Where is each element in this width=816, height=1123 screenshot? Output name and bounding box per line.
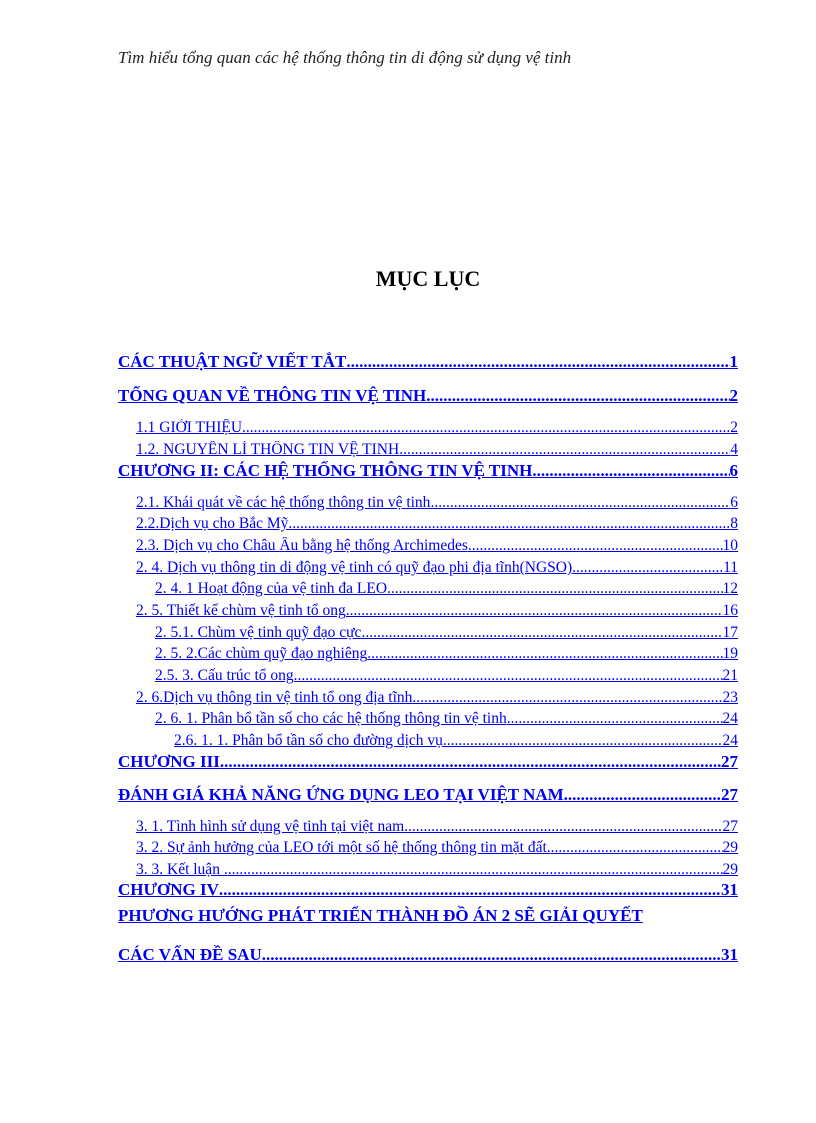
- toc-entry-2-5-3[interactable]: [155, 667, 738, 685]
- toc-entry-label: 2. 4. Dịch vụ thông tin di động vệ tinh có quỹ đạo phi địa tĩnh(NGSO): [136, 559, 573, 576]
- toc-entry-page: 6: [729, 461, 738, 480]
- toc-entry-development-direction-line1[interactable]: PHƯƠNG HƯỚNG PHÁT TRIỂN THÀNH ĐỒ ÁN 2 SẼ GIẢI QUYẾT: [118, 906, 643, 925]
- toc-entry-2-6-1-1[interactable]: [174, 732, 738, 750]
- toc-entry-page: 4: [730, 441, 738, 458]
- toc-entry-label: CHƯƠNG III: [118, 752, 220, 771]
- toc-entry-page: 17: [722, 624, 738, 641]
- toc-entry-label: 1.2. NGUYÊN LÍ THÔNG TIN VỆ TINH: [136, 441, 400, 458]
- toc-entry-page: 2: [729, 386, 738, 405]
- toc-entry-label: 2. 5. 2.Các chùm quỹ đạo nghiêng: [155, 645, 368, 662]
- toc-entry-label: 2.5. 3. Cấu trúc tổ ong: [155, 667, 294, 684]
- toc-entry-page: 1: [729, 352, 738, 371]
- toc-entry-page: 8: [730, 515, 738, 532]
- toc-entry-page: 23: [722, 689, 738, 706]
- toc-entry-2-6-1[interactable]: [155, 710, 738, 728]
- toc-entry-3-1[interactable]: [136, 818, 738, 836]
- toc-entry-overview[interactable]: [118, 386, 738, 406]
- toc-entry-page: 27: [721, 785, 738, 804]
- toc-entry-2-6[interactable]: [136, 689, 738, 707]
- toc-entry-label: 2.6. 1. 1. Phân bổ tần số cho đường dịch vụ: [174, 732, 443, 749]
- toc-entry-2-5-1[interactable]: [155, 624, 738, 642]
- toc-entry-2-5-2[interactable]: [155, 645, 738, 663]
- toc-entry-label: CHƯƠNG II: CÁC HỆ THỐNG THÔNG TIN VỆ TINH: [118, 461, 533, 480]
- toc-entry-chapter-2[interactable]: [118, 461, 738, 481]
- toc-entry-label: 1.1 GIỚI THIỆU: [136, 419, 243, 436]
- toc-entry-page: 16: [722, 602, 738, 619]
- toc-entry-label: 2. 4. 1 Hoạt động của vệ tinh đa LEO: [155, 580, 388, 597]
- toc-entry-3-3[interactable]: [136, 861, 738, 879]
- toc-entry-label: TỔNG QUAN VỀ THÔNG TIN VỆ TINH: [118, 386, 427, 405]
- toc-entry-2-3[interactable]: [136, 537, 738, 555]
- toc-entry-2-4[interactable]: [136, 559, 738, 577]
- toc-entry-label: ĐÁNH GIÁ KHẢ NĂNG ỨNG DỤNG LEO TẠI VIỆT NAM: [118, 785, 564, 804]
- toc-entry-page: 12: [722, 580, 738, 597]
- toc-entry-2-2[interactable]: [136, 515, 738, 533]
- toc-entry-chapter-3[interactable]: [118, 752, 738, 772]
- toc-entry-label: 2. 6. 1. Phân bổ tần số cho các hệ thống thông tin vệ tinh: [155, 710, 507, 727]
- toc-entry-label: 2.3. Dịch vụ cho Châu Âu bằng hệ thống Archimedes: [136, 537, 468, 554]
- toc-entry-page: 29: [722, 839, 738, 856]
- toc-entry-leo-evaluation[interactable]: [118, 785, 738, 805]
- toc-entry-1-2[interactable]: [136, 441, 738, 459]
- toc-entry-label: 3. 1. Tình hình sử dụng vệ tinh tại việt nam: [136, 818, 405, 835]
- page-title: MỤC LỤC: [375, 266, 481, 291]
- toc-entry-label: CHƯƠNG IV: [118, 880, 219, 899]
- toc-entry-2-5[interactable]: [136, 602, 738, 620]
- toc-entry-label: 2. 5. Thiết kế chùm vệ tinh tổ ong: [136, 602, 346, 619]
- toc-entry-1-1[interactable]: [136, 419, 738, 437]
- toc-entry-label: 3. 3. Kết luận .: [136, 861, 228, 878]
- toc-entry-page: 31: [721, 945, 738, 964]
- toc-entry-label: CÁC VẤN ĐỀ SAU: [118, 945, 262, 964]
- toc-entry-page: 19: [722, 645, 738, 662]
- toc-entry-page: 29: [722, 861, 738, 878]
- toc-entry-2-1[interactable]: [136, 494, 738, 512]
- toc-entry-page: 11: [723, 559, 738, 576]
- toc-entry-label: 2. 6.Dịch vụ thông tin vệ tinh tổ ong địa tĩnh: [136, 689, 413, 706]
- toc-entry-page: 21: [722, 667, 738, 684]
- toc-entry-page: 6: [730, 494, 738, 511]
- toc-entry-page: 31: [721, 880, 738, 899]
- toc-entry-label: 3. 2. Sự ảnh hưởng của LEO tới một số hệ thống thông tin mặt đất.: [136, 839, 551, 856]
- toc-entry-2-4-1[interactable]: [155, 580, 738, 598]
- toc-entry-page: 2: [730, 419, 738, 436]
- toc-entry-development-direction[interactable]: [118, 945, 738, 965]
- toc-entry-label: 2.2.Dịch vụ cho Bắc Mỹ.: [136, 515, 293, 532]
- toc-entry-label: CÁC THUẬT NGỮ VIẾT TẮT: [118, 352, 347, 371]
- toc-entry-label: 2. 5.1. Chùm vệ tinh quỹ đạo cực: [155, 624, 362, 641]
- toc-entry-3-2[interactable]: [136, 839, 738, 857]
- toc-entry-chapter-4[interactable]: [118, 880, 738, 900]
- running-header: Tìm hiểu tổng quan các hệ thống thông tin di động sử dụng vệ tinh: [118, 48, 572, 67]
- toc-entry-page: 24: [722, 732, 738, 749]
- toc-entry-page: 10: [722, 537, 738, 554]
- toc-entry-abbreviations[interactable]: [118, 352, 738, 372]
- toc-entry-page: 24: [722, 710, 738, 727]
- toc-entry-page: 27: [721, 752, 738, 771]
- toc-entry-page: 27: [722, 818, 738, 835]
- toc-entry-label: 2.1. Khái quát về các hệ thống thông tin vệ tinh: [136, 494, 431, 511]
